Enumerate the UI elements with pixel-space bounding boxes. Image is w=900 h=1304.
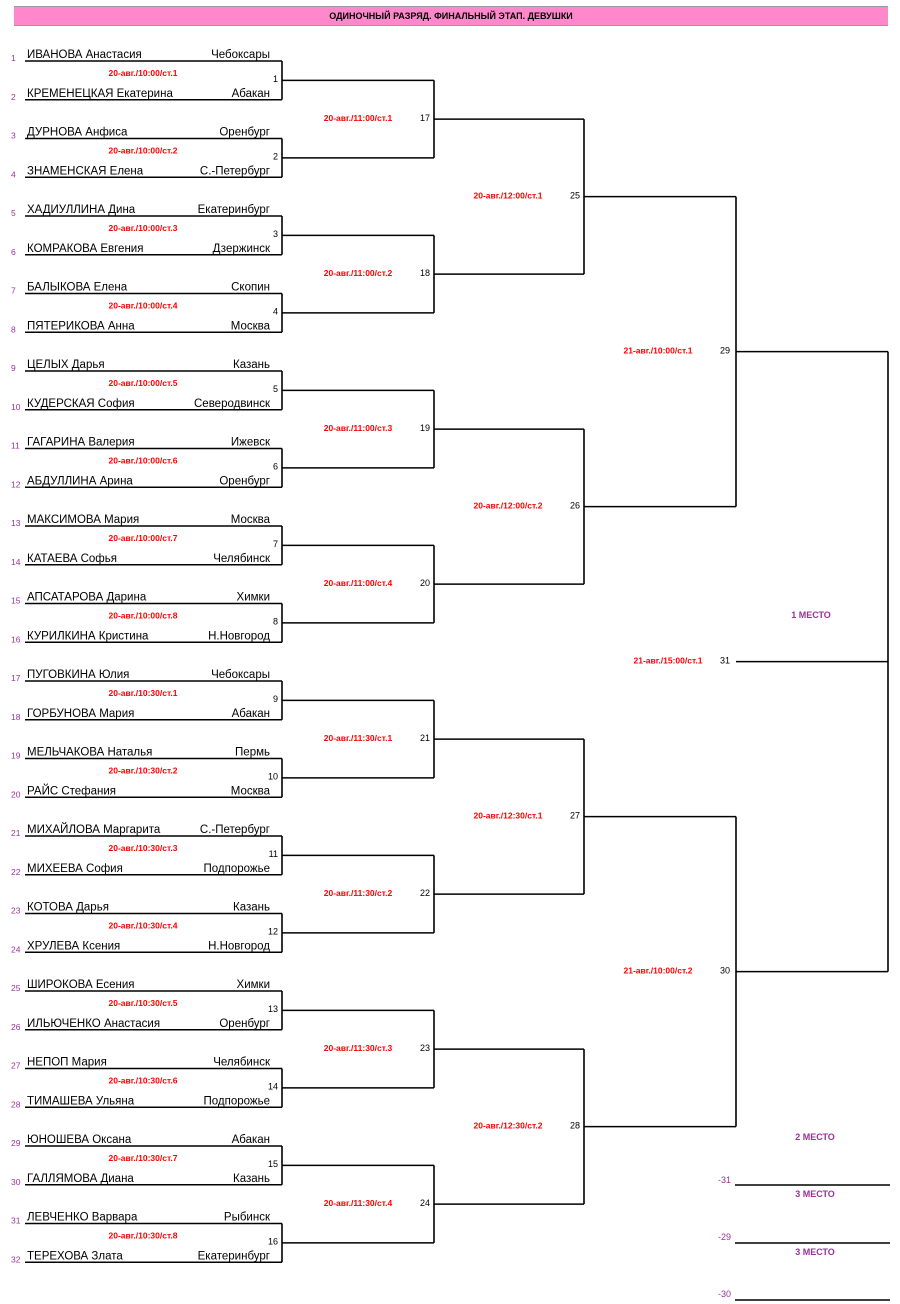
player-seed: 23 <box>11 905 21 916</box>
player-city: Рыбинск <box>223 1211 270 1224</box>
player-name: БАЛЫКОВА Елена <box>27 281 128 294</box>
player-city: Челябинск <box>213 1056 270 1069</box>
match-schedule: 20-авг./11:30/ст.2 <box>323 888 393 899</box>
match-schedule: 20-авг./10:30/ст.6 <box>108 1075 178 1086</box>
match-number: 1 <box>272 74 278 84</box>
player-city: Химки <box>236 979 270 991</box>
loser-31-ref: -31 <box>718 1175 732 1185</box>
player-name: НЕПОП Мария <box>27 1056 107 1069</box>
player-name: МАКСИМОВА Мария <box>27 514 140 526</box>
second-place-label: 2 МЕСТО <box>795 1132 835 1142</box>
match-schedule: 20-авг./10:30/ст.5 <box>108 998 178 1008</box>
match-number: 4 <box>272 306 278 317</box>
player-city: Н.Новгород <box>208 630 270 643</box>
player-seed: 11 <box>11 440 20 451</box>
player-city: Оренбург <box>219 475 270 488</box>
final-number: 31 <box>719 655 730 666</box>
loser-30-ref: -30 <box>718 1289 732 1299</box>
player-city: С.-Петербург <box>199 165 270 178</box>
player-name: КАТАЕВА Софья <box>27 552 117 565</box>
player-seed: 3 <box>11 130 16 141</box>
player-name: ХРУЛЕВА Ксения <box>27 940 121 953</box>
match-schedule: 20-авг./12:30/ст.2 <box>473 1120 543 1131</box>
match-number: 14 <box>267 1081 278 1092</box>
match-schedule: 20-авг./12:00/ст.1 <box>473 190 543 201</box>
match-schedule: 20-авг./11:00/ст.4 <box>323 578 393 589</box>
player-seed: 14 <box>11 556 21 567</box>
player-name: ТИМАШЕВА Ульяна <box>27 1095 135 1108</box>
player-city: Абакан <box>231 1134 270 1146</box>
player-name: МИХАЙЛОВА Маргарита <box>27 824 161 836</box>
page-title: ОДИНОЧНЫЙ РАЗРЯД. ФИНАЛЬНЫЙ ЭТАП. ДЕВУШКИ <box>329 11 573 21</box>
player-name: КРЕМЕНЕЦКАЯ Екатерина <box>27 87 173 100</box>
player-seed: 29 <box>11 1138 21 1148</box>
match-number: 24 <box>419 1198 430 1209</box>
player-name: ЛЕВЧЕНКО Варвара <box>27 1211 138 1224</box>
match-number: 10 <box>267 771 278 782</box>
player-seed: 31 <box>11 1215 21 1226</box>
match-schedule: 20-авг./10:30/ст.4 <box>108 920 178 931</box>
third-place-label-a: 3 МЕСТО <box>795 1189 835 1199</box>
player-seed: 25 <box>11 983 21 993</box>
player-name: ЮНОШЕВА Оксана <box>27 1134 132 1146</box>
player-city: Москва <box>230 785 270 798</box>
bracket-labels <box>11 49 730 1264</box>
final-schedule: 21-авг./15:00/ст.1 <box>633 655 703 666</box>
player-seed: 9 <box>11 363 16 373</box>
player-city: Казань <box>233 901 270 914</box>
player-seed: 4 <box>11 169 16 180</box>
player-seed: 19 <box>11 750 21 761</box>
first-place-label: 1 МЕСТО <box>791 610 831 620</box>
player-name: ШИРОКОВА Есения <box>27 979 135 991</box>
player-name: ТЕРЕХОВА Злата <box>27 1250 123 1263</box>
match-number: 22 <box>419 888 430 899</box>
player-name: ХАДИУЛЛИНА Дина <box>27 204 136 216</box>
match-schedule: 20-авг./10:30/ст.7 <box>108 1153 178 1163</box>
player-name: ЦЕЛЫХ Дарья <box>27 359 105 371</box>
player-city: Подпорожье <box>203 862 270 875</box>
match-number: 13 <box>267 1004 278 1014</box>
player-seed: 10 <box>11 401 21 412</box>
player-name: АБДУЛЛИНА Арина <box>27 475 133 488</box>
player-city: Дзержинск <box>212 242 270 255</box>
match-schedule: 20-авг./10:30/ст.3 <box>108 843 178 853</box>
match-schedule: 20-авг./10:00/ст.4 <box>108 300 178 311</box>
player-city: Екатеринбург <box>197 204 270 216</box>
player-seed: 17 <box>11 673 21 683</box>
player-seed: 32 <box>11 1254 21 1265</box>
player-name: ГАЛЛЯМОВА Диана <box>27 1172 134 1185</box>
player-city: Екатеринбург <box>197 1250 270 1263</box>
match-schedule: 20-авг./12:00/ст.2 <box>473 500 543 511</box>
loser-29-ref: -29 <box>718 1232 732 1242</box>
player-city: Пермь <box>235 746 270 759</box>
player-name: КОТОВА Дарья <box>27 901 109 914</box>
player-seed: 12 <box>11 479 21 490</box>
player-city: Казань <box>233 1172 270 1185</box>
player-city: Оренбург <box>219 1017 270 1030</box>
match-schedule: 20-авг./11:00/ст.3 <box>323 423 393 434</box>
player-city: Северодвинск <box>194 397 270 410</box>
match-number: 6 <box>272 461 278 472</box>
third-place-label-b: 3 МЕСТО <box>795 1247 835 1257</box>
match-number: 12 <box>267 926 278 937</box>
match-number: 29 <box>719 345 730 356</box>
player-city: Челябинск <box>213 552 270 565</box>
player-name: РАЙС Стефания <box>27 785 117 798</box>
match-number: 7 <box>272 539 278 549</box>
player-city: Ижевск <box>230 436 270 449</box>
player-city: Абакан <box>231 707 270 720</box>
match-number: 9 <box>272 694 278 704</box>
match-number: 11 <box>268 849 278 859</box>
match-schedule: 20-авг./10:00/ст.8 <box>108 610 178 621</box>
player-seed: 27 <box>11 1060 21 1071</box>
player-seed: 15 <box>11 595 21 606</box>
match-number: 3 <box>272 229 278 239</box>
player-seed: 13 <box>11 518 21 528</box>
match-schedule: 20-авг./11:30/ст.3 <box>323 1043 393 1054</box>
match-schedule: 20-авг./10:00/ст.5 <box>108 378 178 388</box>
match-schedule: 20-авг./10:00/ст.7 <box>108 533 178 543</box>
player-seed: 1 <box>11 53 16 63</box>
match-number: 28 <box>569 1120 580 1131</box>
player-city: Абакан <box>231 87 270 100</box>
player-name: ПУГОВКИНА Юлия <box>27 669 130 681</box>
player-city: Подпорожье <box>203 1095 270 1108</box>
player-city: С.-Петербург <box>199 824 270 836</box>
player-name: ПЯТЕРИКОВА Анна <box>27 320 135 333</box>
match-number: 18 <box>419 268 430 279</box>
match-schedule: 21-авг./10:00/ст.2 <box>623 965 693 976</box>
match-schedule: 20-авг./10:00/ст.1 <box>108 68 178 78</box>
match-number: 17 <box>419 113 430 124</box>
player-name: КУДЕРСКАЯ София <box>27 397 135 410</box>
match-schedule: 20-авг./10:30/ст.1 <box>108 688 178 698</box>
match-schedule: 20-авг./11:00/ст.1 <box>323 113 393 124</box>
player-seed: 30 <box>11 1176 21 1187</box>
player-city: Чебоксары <box>211 669 270 681</box>
player-city: Чебоксары <box>211 49 270 61</box>
match-schedule: 20-авг./10:00/ст.6 <box>108 455 178 466</box>
player-city: Н.Новгород <box>208 940 270 953</box>
match-number: 27 <box>569 810 580 821</box>
match-schedule: 20-авг./10:00/ст.3 <box>108 223 178 233</box>
match-number: 15 <box>267 1159 278 1169</box>
player-seed: 21 <box>11 828 21 838</box>
match-number: 23 <box>419 1043 430 1054</box>
player-name: ДУРНОВА Анфиса <box>27 126 128 139</box>
player-name: ИЛЬЮЧЕНКО Анастасия <box>27 1017 161 1030</box>
match-number: 25 <box>569 190 580 201</box>
match-number: 20 <box>419 578 430 589</box>
match-schedule: 20-авг./11:30/ст.4 <box>323 1198 393 1209</box>
match-number: 2 <box>272 151 278 162</box>
match-number: 16 <box>267 1236 278 1247</box>
player-seed: 24 <box>11 944 21 955</box>
player-city: Москва <box>230 320 270 333</box>
match-number: 21 <box>419 733 430 744</box>
player-name: ГОРБУНОВА Мария <box>27 707 135 720</box>
player-seed: 18 <box>11 711 21 722</box>
player-name: МИХЕЕВА София <box>27 862 123 875</box>
match-schedule: 20-авг./11:30/ст.1 <box>323 733 393 744</box>
player-seed: 8 <box>11 324 16 335</box>
player-name: ИВАНОВА Анастасия <box>27 49 142 61</box>
match-schedule: 20-авг./10:00/ст.2 <box>108 145 178 156</box>
match-schedule: 20-авг./10:30/ст.2 <box>108 765 178 776</box>
player-name: АПСАТАРОВА Дарина <box>27 591 147 604</box>
match-schedule: 21-авг./10:00/ст.1 <box>623 345 693 356</box>
match-schedule: 20-авг./10:30/ст.8 <box>108 1230 178 1241</box>
match-number: 8 <box>272 616 278 627</box>
match-number: 26 <box>569 500 580 511</box>
player-seed: 6 <box>11 246 16 257</box>
player-name: ЗНАМЕНСКАЯ Елена <box>27 165 144 178</box>
player-city: Оренбург <box>219 126 270 139</box>
player-name: МЕЛЬЧАКОВА Наталья <box>27 746 153 759</box>
match-number: 19 <box>419 423 430 434</box>
player-name: КУРИЛКИНА Кристина <box>27 630 149 643</box>
player-city: Скопин <box>231 281 270 294</box>
player-city: Химки <box>236 591 270 604</box>
player-seed: 2 <box>11 91 16 102</box>
match-schedule: 20-авг./11:00/ст.2 <box>323 268 393 279</box>
player-name: ГАГАРИНА Валерия <box>27 436 135 449</box>
player-seed: 7 <box>11 285 16 296</box>
player-seed: 28 <box>11 1099 21 1110</box>
player-name: КОМРАКОВА Евгения <box>27 242 144 255</box>
match-number: 30 <box>719 965 730 976</box>
match-schedule: 20-авг./12:30/ст.1 <box>473 810 543 821</box>
player-seed: 22 <box>11 866 21 877</box>
player-seed: 26 <box>11 1021 21 1032</box>
player-seed: 16 <box>11 634 21 645</box>
match-number: 5 <box>272 384 278 394</box>
player-seed: 5 <box>11 208 16 218</box>
player-city: Москва <box>230 514 270 526</box>
player-city: Казань <box>233 359 270 371</box>
player-seed: 20 <box>11 789 21 800</box>
